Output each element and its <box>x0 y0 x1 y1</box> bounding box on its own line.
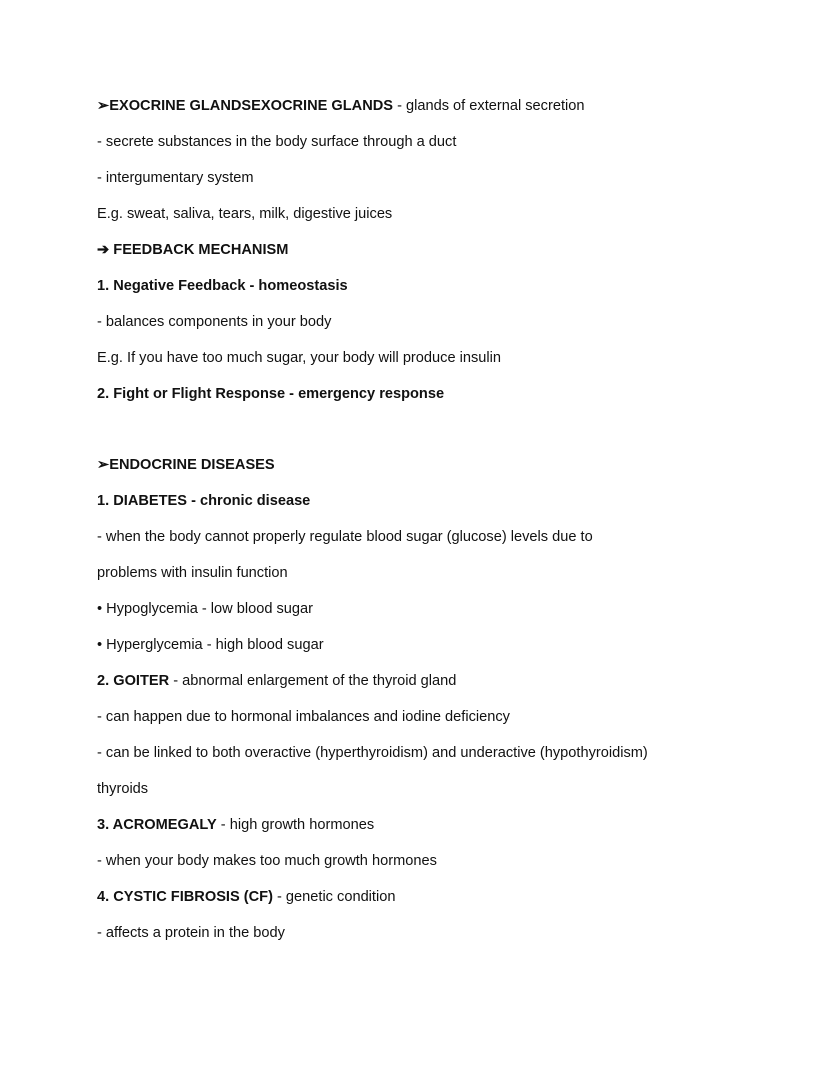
text-line <box>97 923 777 959</box>
text: - when the body cannot properly regulate blood sugar (glucose) levels due to <box>97 529 593 545</box>
bold-text: ➔ FEEDBACK MECHANISM <box>97 242 289 258</box>
text-line <box>97 96 777 132</box>
text-line <box>97 204 777 240</box>
bold-text: 1. Negative Feedback - homeostasis <box>97 278 348 294</box>
text-line <box>97 491 777 527</box>
text: • Hyperglycemia - high blood sugar <box>97 637 324 653</box>
text: - high growth hormones <box>216 817 375 833</box>
text: - can be linked to both overactive (hyperthyroidism) and underactive (hypothyroidism) <box>97 745 648 761</box>
text: - balances components in your body <box>97 314 332 330</box>
text-line <box>97 240 777 276</box>
text-line <box>97 599 777 635</box>
text-line <box>97 635 777 671</box>
text-line <box>97 348 777 384</box>
text-line <box>97 276 777 312</box>
text-line <box>97 743 777 779</box>
bold-text: ➢ENDOCRINE DISEASES <box>97 457 275 473</box>
bold-text: 2. Fight or Flight Response - emergency response <box>97 386 445 402</box>
text: - abnormal enlargement of the thyroid gland <box>169 673 457 689</box>
bold-text: 3. ACROMEGALY <box>97 817 217 833</box>
text-line <box>97 851 777 887</box>
text-line <box>97 887 777 923</box>
text-line <box>97 312 777 348</box>
text: - glands of external secretion <box>393 98 585 114</box>
blank-line <box>97 420 777 455</box>
document-body <box>97 96 777 959</box>
text: E.g. If you have too much sugar, your body will produce insulin <box>97 350 501 366</box>
text: problems with insulin function <box>97 565 288 581</box>
bold-text: 2. GOITER <box>97 673 170 689</box>
text-line <box>97 455 777 491</box>
text-line <box>97 707 777 743</box>
text: thyroids <box>97 781 149 797</box>
text: - when your body makes too much growth hormones <box>97 853 437 869</box>
text: - secrete substances in the body surface through a duct <box>97 134 457 150</box>
bold-text: ➢EXOCRINE GLANDSEXOCRINE GLANDS <box>97 98 394 114</box>
text: E.g. sweat, saliva, tears, milk, digestive juices <box>97 206 393 222</box>
text-line <box>97 527 777 563</box>
text-line <box>97 671 777 707</box>
text: • Hypoglycemia - low blood sugar <box>97 601 314 617</box>
text: - affects a protein in the body <box>97 925 285 941</box>
text-line <box>97 384 777 420</box>
text: - can happen due to hormonal imbalances and iodine deficiency <box>97 709 510 725</box>
text-line <box>97 563 777 599</box>
text-line <box>97 779 777 815</box>
text: - intergumentary system <box>97 170 254 186</box>
text-line <box>97 132 777 168</box>
text-line <box>97 815 777 851</box>
text: - genetic condition <box>272 889 396 905</box>
bold-text: 4. CYSTIC FIBROSIS (CF) <box>97 889 273 905</box>
bold-text: 1. DIABETES - chronic disease <box>97 493 311 509</box>
text-line <box>97 168 777 204</box>
